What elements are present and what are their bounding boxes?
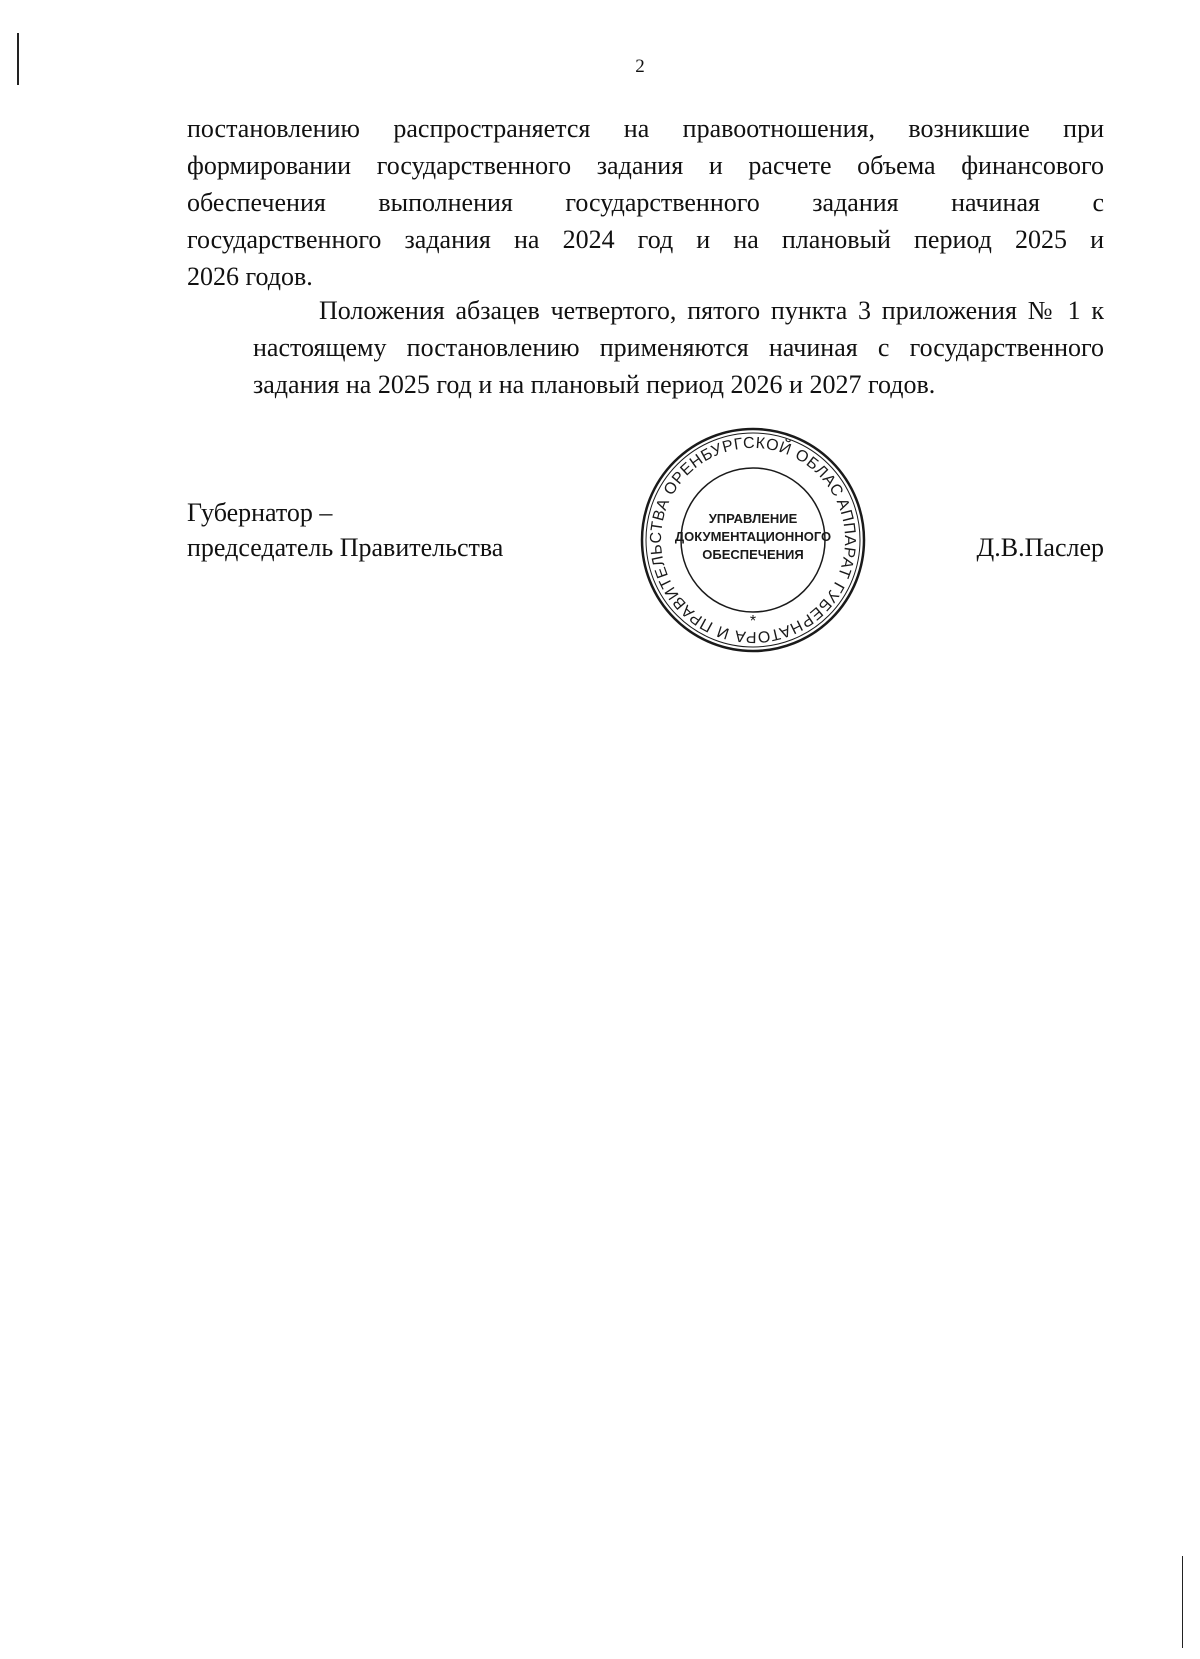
seal-graphic bbox=[638, 425, 868, 655]
seal-inner-text: УПРАВЛЕНИЕ bbox=[708, 511, 798, 526]
text-line: обеспечения выполнения государственного задания начиная с bbox=[187, 188, 1104, 217]
signatory-position bbox=[187, 495, 503, 565]
text-line: постановлению распространяется на правоотношения, возникшие при bbox=[187, 114, 1104, 143]
official-seal-stamp bbox=[638, 425, 868, 655]
seal-outer-text: АППАРАТ ГУБЕРНАТОРА И ПРАВИТЕЛЬСТВА ОРЕНБУРГСКОЙ ОБЛАСТИ bbox=[647, 434, 859, 646]
text-line: государственного задания на 2024 год и на плановый период 2025 и bbox=[187, 225, 1104, 254]
text-line: формировании государственного задания и расчете объема финансового bbox=[187, 151, 1104, 180]
page-number: 2 bbox=[635, 56, 645, 77]
scan-edge-mark bbox=[1182, 1556, 1183, 1636]
text-line: Положения абзацев четвертого, пятого пункта 3 приложения № 1 к bbox=[319, 296, 1104, 325]
text-line: настоящему постановлению применяются начиная с государственного bbox=[253, 333, 1104, 362]
paragraph-provisions bbox=[187, 292, 1104, 403]
paragraph-continuation bbox=[187, 110, 1104, 295]
seal-inner-text: ОБЕСПЕЧЕНИЯ bbox=[702, 547, 804, 562]
signatory-name: Д.В.Паслер bbox=[976, 533, 1104, 562]
seal-inner-text: ДОКУМЕНТАЦИОННОГО bbox=[674, 529, 832, 544]
scan-edge-mark bbox=[1182, 1636, 1183, 1648]
position-line: председатель Правительства bbox=[187, 533, 504, 562]
seal-star: * bbox=[749, 613, 757, 630]
text-line: 2026 годов. bbox=[187, 262, 313, 291]
text-line: задания на 2025 год и на плановый период 2026 и 2027 годов. bbox=[253, 370, 936, 399]
position-line: Губернатор – bbox=[187, 498, 333, 527]
